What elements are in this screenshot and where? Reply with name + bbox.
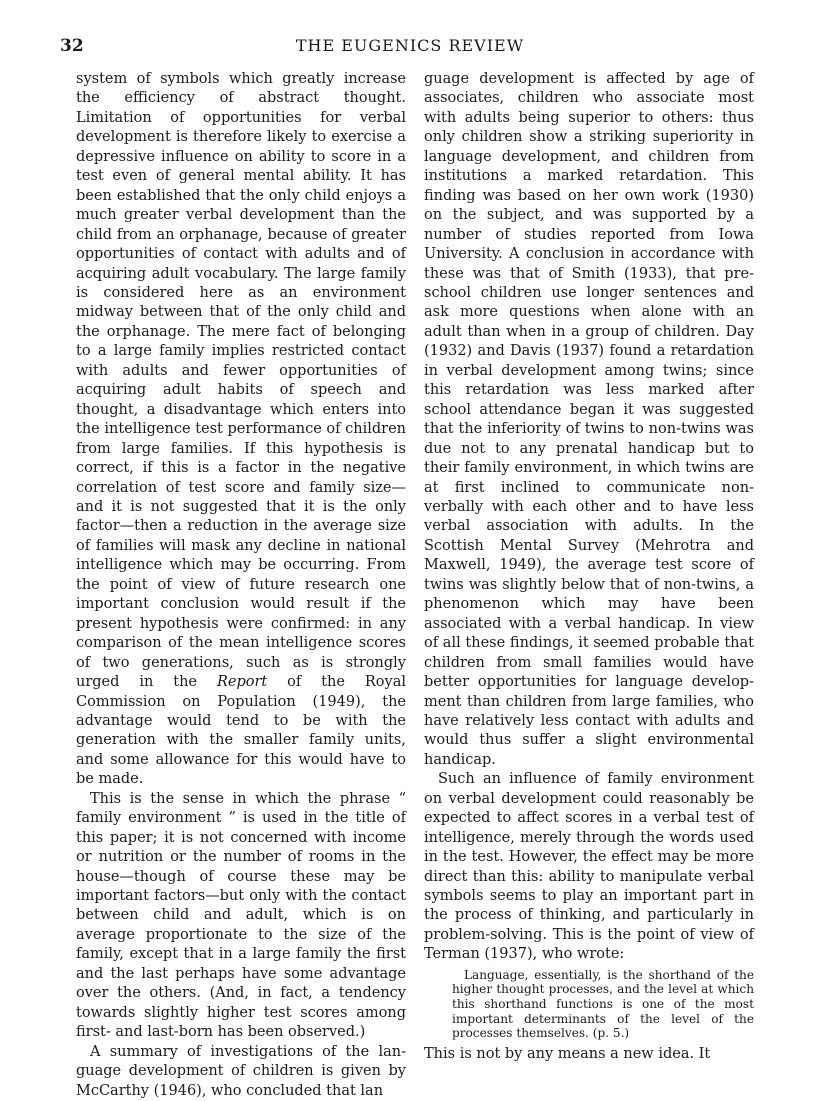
paragraph-text-end: of the Royal Commission on Population (1949), the advantage would tend to be with the generation with the smaller family units, and some allowance for this would have to be made. <box>76 674 407 788</box>
report-italic: Report <box>216 674 268 691</box>
paragraph: This is the sense in which the phrase “ family environment ” is used in the title of this paper; it is not concerned with income or nutrition or the number of rooms in the house—though of course these may be important factors—but only with the contact between child and adult, which is on average proportionate to the size of the family, except that in a large family the first and the last perhaps have some advantage over the others. (And, in fact, a tendency towards slightly higher test scores among first- and last-born has been observed.) <box>76 790 406 1041</box>
running-head <box>60 36 760 60</box>
paragraph: A summary of investigations of the language development of children is given by McCarthy (1946), who concluded that lan <box>76 1043 406 1099</box>
block-quote: Language, essentially, is the shorthand of the higher thought processes, and the level at which this shorthand functions is one of the most important determinants of the level of the processes themselves. (p. 5.) <box>452 967 754 1041</box>
right-column <box>424 70 754 1064</box>
left-column <box>76 70 406 1101</box>
paragraph: Such an influence of family environment on verbal development could reasonably be expected to affect scores in a verbal test of intelligence, merely through the words used in the test. However, the effect may be more direct than this: ability to manipulate verbal symbols seems to play an important part in the process of thinking, and particularly in problem-solving. This is the point of view of Terman (1937), who wrote: <box>424 771 754 963</box>
paragraph <box>76 70 406 790</box>
paragraph: This is not by any means a new idea. It <box>424 1045 711 1062</box>
page-number: 32 <box>60 36 84 56</box>
paragraph: guage development is affected by age of associates, children who associate most with adults being superior to others: thus only children show a striking superiority in language development, and children from institutions a marked retardation. This finding was based on her own work (1930) on the subject, and was supported by a number of studies reported from Iowa University. A conclusion in accordance with these was that of Smith (1933), that pre-school children use longer sentences and ask more questions when alone with an adult than when in a group of children. Day (1932) and Davis (1937) found a retardation in verbal development among twins; since this retardation was less marked after school attendance began it was suggested that the inferiority of twins to non-twins was due not to any prenatal handicap but to their family environment, in which twins are at first inclined to communicate non-verbally with each other and to have less verbal association with adults. In the Scottish Mental Survey (Mehrotra and Maxwell, 1949), the average test score of twins was slightly below that of non-twins, a phenomenon which may have been associated with a verbal handicap. In view of all these findings, it seemed probable that children from small families would have better opportunities for language development than children from large families, who have relatively less contact with adults and would thus suffer a slight environmental handicap. <box>424 71 754 768</box>
journal-title: THE EUGENICS REVIEW <box>295 36 525 55</box>
paragraph-text: system of symbols which greatly increase the efficiency of abstract thought. Limitation of opportunities for verbal development is therefore likely to exercise a depressive influence on ability to score in a test even of general mental ability. It has been established that the only child enjoys a much greater verbal development than the child from an orphanage, because of greater opportunities of contact with adults and of acquiring adult vocabulary. The large family is considered here as an environment midway between that of the only child and the orphanage. The mere fact of belonging to a large family implies restricted contact with adults and fewer opportunities of acquiring adult habits of speech and thought, a disadvantage which enters into the intelligence test performance of children from large families. If this hypothesis is correct, if this is a factor in the negative correlation of test score and family size—and it is not suggested that it is the only factor—then a reduction in the average size of families will mask any decline in national intelligence which may be occurring. From the point of view of future research one important conclusion would result if the present hypothesis were confirmed: in any comparison of the mean intelligence scores of two generations, such as is strongly urged in the <box>76 71 406 691</box>
